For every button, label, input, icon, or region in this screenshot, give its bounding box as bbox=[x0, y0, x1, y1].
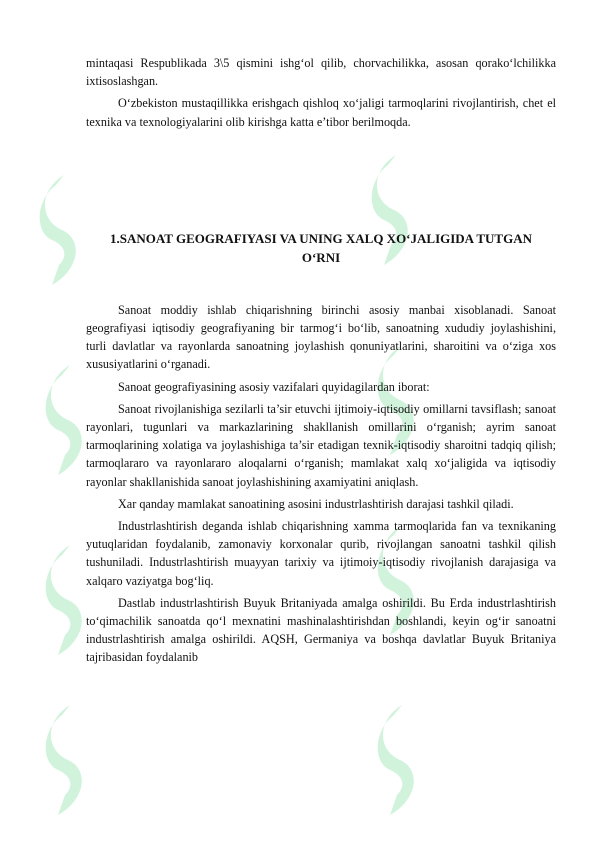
section-title-line-2: O‘RNI bbox=[301, 249, 341, 265]
body-paragraph-4: Xar qanday mamlakat sanoatining asosini industrlashtirish darajasi tashkil qiladi. bbox=[118, 496, 514, 511]
watermark-logo-icon bbox=[40, 700, 90, 820]
document-page bbox=[86, 54, 556, 667]
body-paragraph-6: Dastlab industrlashtirish Buyuk Britaniyada amalga oshirildi. Bu Erda industrlashtirish to‘qimachilik sanoatda qo‘l mexnatini mashinalashtirishdan boshlandi, keyin og‘ir sanoatni industrlashtirish amalga oshirildi. AQSH, Germaniya va boshqa davlatlar Buyuk Britaniya tajribasidan foydalanib bbox=[86, 595, 556, 665]
watermark-logo-icon bbox=[40, 360, 90, 480]
section-title-line-1: 1.SANOAT GEOGRAFIYASI VA UNING XALQ XO‘JALIGIDA TUTGAN bbox=[110, 230, 532, 246]
watermark-logo-icon bbox=[40, 540, 90, 660]
body-paragraph-1: Sanoat moddiy ishlab chiqarishning birinchi asosiy manbai xisoblanadi. Sanoat geografiyasi iqtisodiy geografiyaning bir tarmog‘i bo‘lib, sanoatning xududiy joylashishini, turli davlatlar va rayonlarda sanoatning joylashish qonuniyatlarini, sharoitini va o‘ziga xos xususiyatlarini o‘rganadi. bbox=[86, 302, 556, 372]
watermark-logo-icon bbox=[34, 170, 84, 290]
watermark-logo-icon bbox=[372, 700, 422, 820]
body-paragraph-3: Sanoat rivojlanishiga sezilarli ta’sir etuvchi ijtimoiy-iqtisodiy omillarni tavsiflash; sanoat rayonlari, tugunlari va markazlarining shakllanish omillarini o‘rganish; ayrim sanoat tarmoqlarining xolatiga va joylashishiga ta’sir etadigan texnik-iqtisodiy sharoitni tadqiq qilish; tarmoqlararo va rayonlararo aloqalarni o‘rganish; mamlakat xalq xo‘jaligida va iqtisodiy rayonlar shakllanishida sanoat joylashishining axamiyatini aniqlash. bbox=[86, 401, 556, 489]
intro-paragraph-2: O‘zbekiston mustaqillikka erishgach qishloq xo‘jaligi tarmoqlarini rivojlantirish, chet el texnika va texnologiyalarini olib kirishga katta e’tibor berilmoqda. bbox=[86, 96, 556, 129]
body-paragraph-2: Sanoat geografiyasining asosiy vazifalari quyidagilardan iborat: bbox=[118, 379, 430, 394]
intro-paragraph-1: mintaqasi Respublikada 3\5 qismini ishg‘ol qilib, chorvachilikka, asosan qorako‘lchilikka ixtisoslashgan. bbox=[86, 56, 556, 89]
body-paragraph-5: Industrlashtirish deganda ishlab chiqarishning xamma tarmoqlarida fan va texnikaning yutuqlaridan foydalanib, zamonaviy korxonalar qurib, rivojlangan sanoatni tashkil qilish tushuniladi. Industrlashtirish muayyan tarixiy va ijtimoiy-iqtisodiy rivojlanish darajasiga va xalqaro vaziyatga bog‘liq. bbox=[86, 519, 556, 588]
